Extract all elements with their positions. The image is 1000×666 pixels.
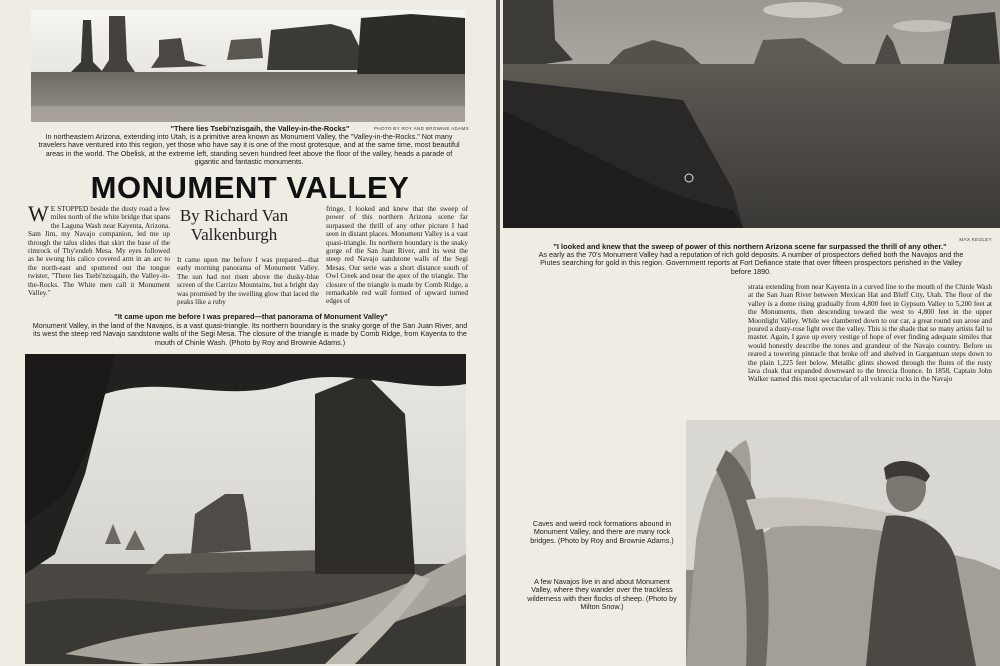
top-valley-photo [503, 0, 1000, 228]
top-photo-caption: "There lies Tsebi'nzisgaih, the Valley-in-the-Rocks" [170, 124, 350, 133]
top-valley-photo-credit: MAX KEGLEY [959, 237, 992, 242]
article-column-2: It came upon me before I was prepared—that early morning panorama of Monument Valley. The sun had not risen above the dusky-blue screen of the Carrizo Mountains, but a bright day was promised by the swelling glow that laced the peaks like a ruby [177, 256, 319, 307]
left-page [0, 0, 496, 666]
quote-caption: "I looked and knew that the sweep of power of this northern Arizona scene far surpassed the thrill of any other." [553, 242, 947, 251]
circle-photo-caption: Caves and weird rock formations abound in Monument Valley, and there are many rock bridges. (Photo by Roy and Brownie Adams.) [530, 520, 674, 545]
intro-text: In northeastern Arizona, extending into Utah, is a primitive area known as Monument Valley, the "Valley-in-the-Rocks." Not many travelers have ventured into this region, yet those who have say it is one of the most grotesque, and at the same time, most beautiful areas in the world. The Obelisk, at the extreme left, standing seven hundred feet above the floor of the valley, heads a parade of gigantic and fantastic monuments. [38, 133, 460, 167]
right-article-column: strata extending from near Kayenta in a curved line to the mouth of the Chinle Wash at the San Juan River between Mexican Hat and Bluff City, Utah. The floor of the valley is a dome rising gradually from 4,800 feet in Gypsum Valley to 5,200 feet at the Monuments, then descending toward the west to 4,800 feet in the upper Moonlight Valley. While we clambered down to our car, a great round sun arose and poured a dusty-rose light over the valley. This is the shade that so many artists fail to master. Again, I gave up every vestige of hope of ever finding adequate similes that would honestly describe the tones and grandeur of the Navajo country. Before us reared a towering pinnacle that broke off and shelved in Gargantuan steps down to the plain 1,225 feet below. Metallic glints showed through the flutes of the rusty lava cloak that expanded downward to the breccia flounce. In 1858, Captain John Walker named this most spectacular of all volcanic rocks in the Navajo [748, 283, 992, 384]
drop-cap: W [28, 205, 49, 226]
top-photo-credit: PHOTO BY ROY AND BROWNIE ADAMS [373, 126, 469, 131]
article-column-1: W E STOPPED beside the dusty road a few miles north of the white bridge that spans the Laguna Wash near Kayenta, Arizona. Sam Jim, my Navajo companion, led me up through the talus slides that skirt the base of the rimrock of Thy'endeh Mesa. My eyes followed as he swung his calico covered arm in an arc to the north-east and sputtered out the tongue twister, "There lies Tsebi'nzisgaih, the Valley-in-the-Rocks. The White men call it Monument Valley." [28, 205, 170, 298]
article-column-3: fringe, I looked and knew that the sweep of power of this northern Arizona scene far surpassed the thrill of any other picture I had seen in distant places. Monument Valley is a vast quasi-triangle. Its northern boundary is the snaky gorge of the San Juan River, and its west the steep red Navajo sandstone walls of the Segi Mesas. Our serie was a short distance south of Owl Creek and near the apex of the triangle. The closure of the triangle is made by Comb Ridge, a remarkable red wall formed of upward turned edges of [326, 205, 468, 306]
mid-photo-text: Monument Valley, in the land of the Navajos, is a vast quasi-triangle. Its northern boundary is the snaky gorge of the San Juan River, and its west the steep red Navajo sandstone walls of the Segi Mesa. The closure of the triangle is made by Comb Ridge, from Kayenta to the mouth of Chinle Wash. (Photo by Roy and Brownie Adams.) [32, 322, 468, 347]
navajo-man-photo [686, 420, 1000, 666]
article-byline: By Richard Van Valkenburgh [179, 206, 289, 244]
top-landscape-photo [31, 10, 465, 122]
bottom-panorama-photo [25, 354, 466, 664]
quote-text: As early as the 70's Monument Valley had a reputation of rich gold deposits. A number of prospectors defied both the Navajos and the Piutes searching for gold in this region. Government reports at Fort Defiance state that over fifteen prospectors perished in the Valley before 1890. [538, 251, 964, 276]
right-page [500, 0, 1000, 666]
article-title: MONUMENT VALLEY [90, 170, 410, 205]
mid-photo-caption: "It came upon me before I was prepared—that panorama of Monument Valley" [114, 312, 388, 321]
navajo-photo-caption: A few Navajos live in and about Monument Valley, where they wander over the trackless wilderness with their flocks of sheep. (Photo by Milton Snow.) [527, 578, 677, 612]
